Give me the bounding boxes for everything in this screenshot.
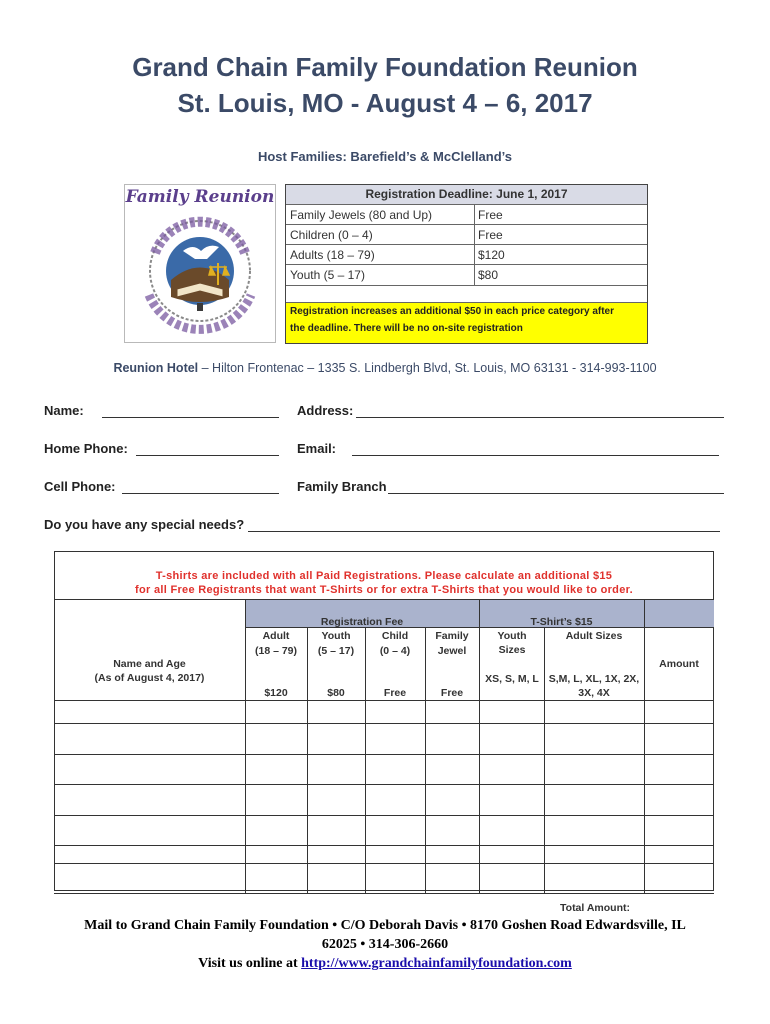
youth-sizes-values: XS, S, M, L: [485, 673, 539, 685]
table-rule: [54, 700, 714, 701]
home-phone-label: Home Phone:: [44, 441, 128, 456]
youth-sizes-header: Youth Sizes: [497, 630, 527, 656]
table-rule: [54, 784, 714, 785]
child-col-price: Free: [383, 687, 407, 699]
price-value: Free: [478, 228, 503, 242]
table-col-rule: [425, 627, 426, 893]
name-age-header: Name and Age: [113, 658, 186, 670]
visit-line: [40, 954, 730, 973]
family-reunion-logo: [124, 184, 276, 343]
price-category: Adults (18 – 79): [290, 248, 375, 262]
visit-text: Visit us online at: [198, 956, 302, 971]
registration-deadline-box: [285, 184, 648, 344]
adult-sizes-values: S,M, L, XL, 1X, 2X, 3X, 4X: [548, 673, 640, 699]
price-value: $120: [478, 248, 505, 262]
total-amount-label: Total Amount:: [560, 902, 630, 914]
registration-fee-header: Registration Fee: [320, 616, 404, 628]
family-jewel-col-price: Free: [440, 687, 464, 699]
document-title-line1: Grand Chain Family Foundation Reunion: [132, 52, 638, 82]
special-needs-label: Do you have any special needs?: [44, 517, 245, 532]
family-branch-label: Family Branch: [297, 479, 387, 494]
family-jewel-col-label: Family: [435, 630, 469, 642]
name-age-header-sub: (As of August 4, 2017): [94, 672, 205, 684]
table-rule: [54, 754, 714, 755]
table-rule: [54, 863, 714, 864]
address-label: Address:: [297, 403, 354, 418]
email-label: Email:: [297, 441, 337, 456]
price-value: Free: [478, 208, 503, 222]
table-rule: [54, 893, 714, 894]
logo-title: Family Reunion: [125, 187, 275, 207]
registration-deadline-heading: Registration Deadline: June 1, 2017: [286, 185, 647, 204]
family-branch-field[interactable]: [388, 493, 724, 494]
price-row: [286, 244, 647, 265]
table-rule: [54, 815, 714, 816]
tshirt-header: T-Shirt’s $15: [530, 616, 593, 628]
website-link[interactable]: http://www.grandchainfamilyfoundation.com: [301, 956, 572, 971]
mail-line1: Mail to Grand Chain Family Foundation • C/O Deborah Davis • 8170 Goshen Road Edwardsville, IL: [84, 918, 686, 933]
price-category: Family Jewels (80 and Up): [290, 208, 433, 222]
child-col-label: Child: [381, 630, 409, 642]
late-note-line2: the deadline. There will be no on-site registration: [290, 323, 523, 334]
late-note-line1: Registration increases an additional $50 in each price category after: [290, 306, 615, 317]
special-needs-field[interactable]: [248, 531, 720, 532]
column-divider: [474, 204, 475, 285]
table-col-rule: [644, 599, 645, 893]
hotel-details: – Hilton Frontenac – 1335 S. Lindbergh Blvd, St. Louis, MO 63131 - 314-993-1100: [198, 361, 657, 375]
table-col-rule: [365, 627, 366, 893]
home-phone-field[interactable]: [136, 455, 279, 456]
tshirt-note-line1: T-shirts are included with all Paid Registrations. Please calculate an additional $15: [155, 570, 613, 582]
youth-col-label: Youth: [321, 630, 351, 642]
host-families: Host Families: Barefield’s & McClelland’s: [257, 149, 513, 164]
tshirt-note-line2: for all Free Registrants that want T-Shirts or for extra T-Shirts that you would like to order.: [135, 584, 633, 596]
amount-header: Amount: [659, 658, 699, 670]
table-col-rule: [307, 627, 308, 893]
price-row: [286, 224, 647, 245]
dove-scales-book-icon: [125, 185, 275, 342]
table-col-rule: [544, 627, 545, 893]
table-col-rule: [479, 599, 480, 893]
address-field[interactable]: [356, 417, 724, 418]
price-category: Children (0 – 4): [290, 228, 373, 242]
adult-sizes-header: Adult Sizes: [565, 630, 623, 642]
family-jewel-col-sub: Jewel: [437, 645, 467, 657]
hotel-label: Reunion Hotel: [113, 361, 199, 375]
reunion-hotel: [0, 361, 770, 375]
mail-to-address: [40, 916, 730, 973]
document-title-line2: St. Louis, MO - August 4 – 6, 2017: [177, 88, 593, 118]
adult-col-range: (18 – 79): [254, 645, 298, 657]
late-registration-note: [286, 302, 647, 343]
adult-col-label: Adult: [262, 630, 290, 642]
youth-col-range: (5 – 17): [317, 645, 355, 657]
cell-phone-field[interactable]: [122, 493, 279, 494]
price-row: [286, 264, 647, 285]
name-field[interactable]: [102, 417, 279, 418]
price-row: [286, 204, 647, 225]
price-category: Youth (5 – 17): [290, 268, 365, 282]
youth-col-price: $80: [327, 687, 345, 699]
table-rule: [54, 723, 714, 724]
cell-phone-label: Cell Phone:: [44, 479, 116, 494]
table-rule: [54, 845, 714, 846]
adult-col-price: $120: [264, 687, 288, 699]
price-value: $80: [478, 268, 499, 282]
table-rule: [54, 599, 714, 600]
child-col-range: (0 – 4): [379, 645, 411, 657]
email-field[interactable]: [352, 455, 719, 456]
mail-line2: 62025 • 314-306-2660: [321, 937, 449, 952]
name-label: Name:: [44, 403, 84, 418]
blank-row: [286, 285, 647, 302]
